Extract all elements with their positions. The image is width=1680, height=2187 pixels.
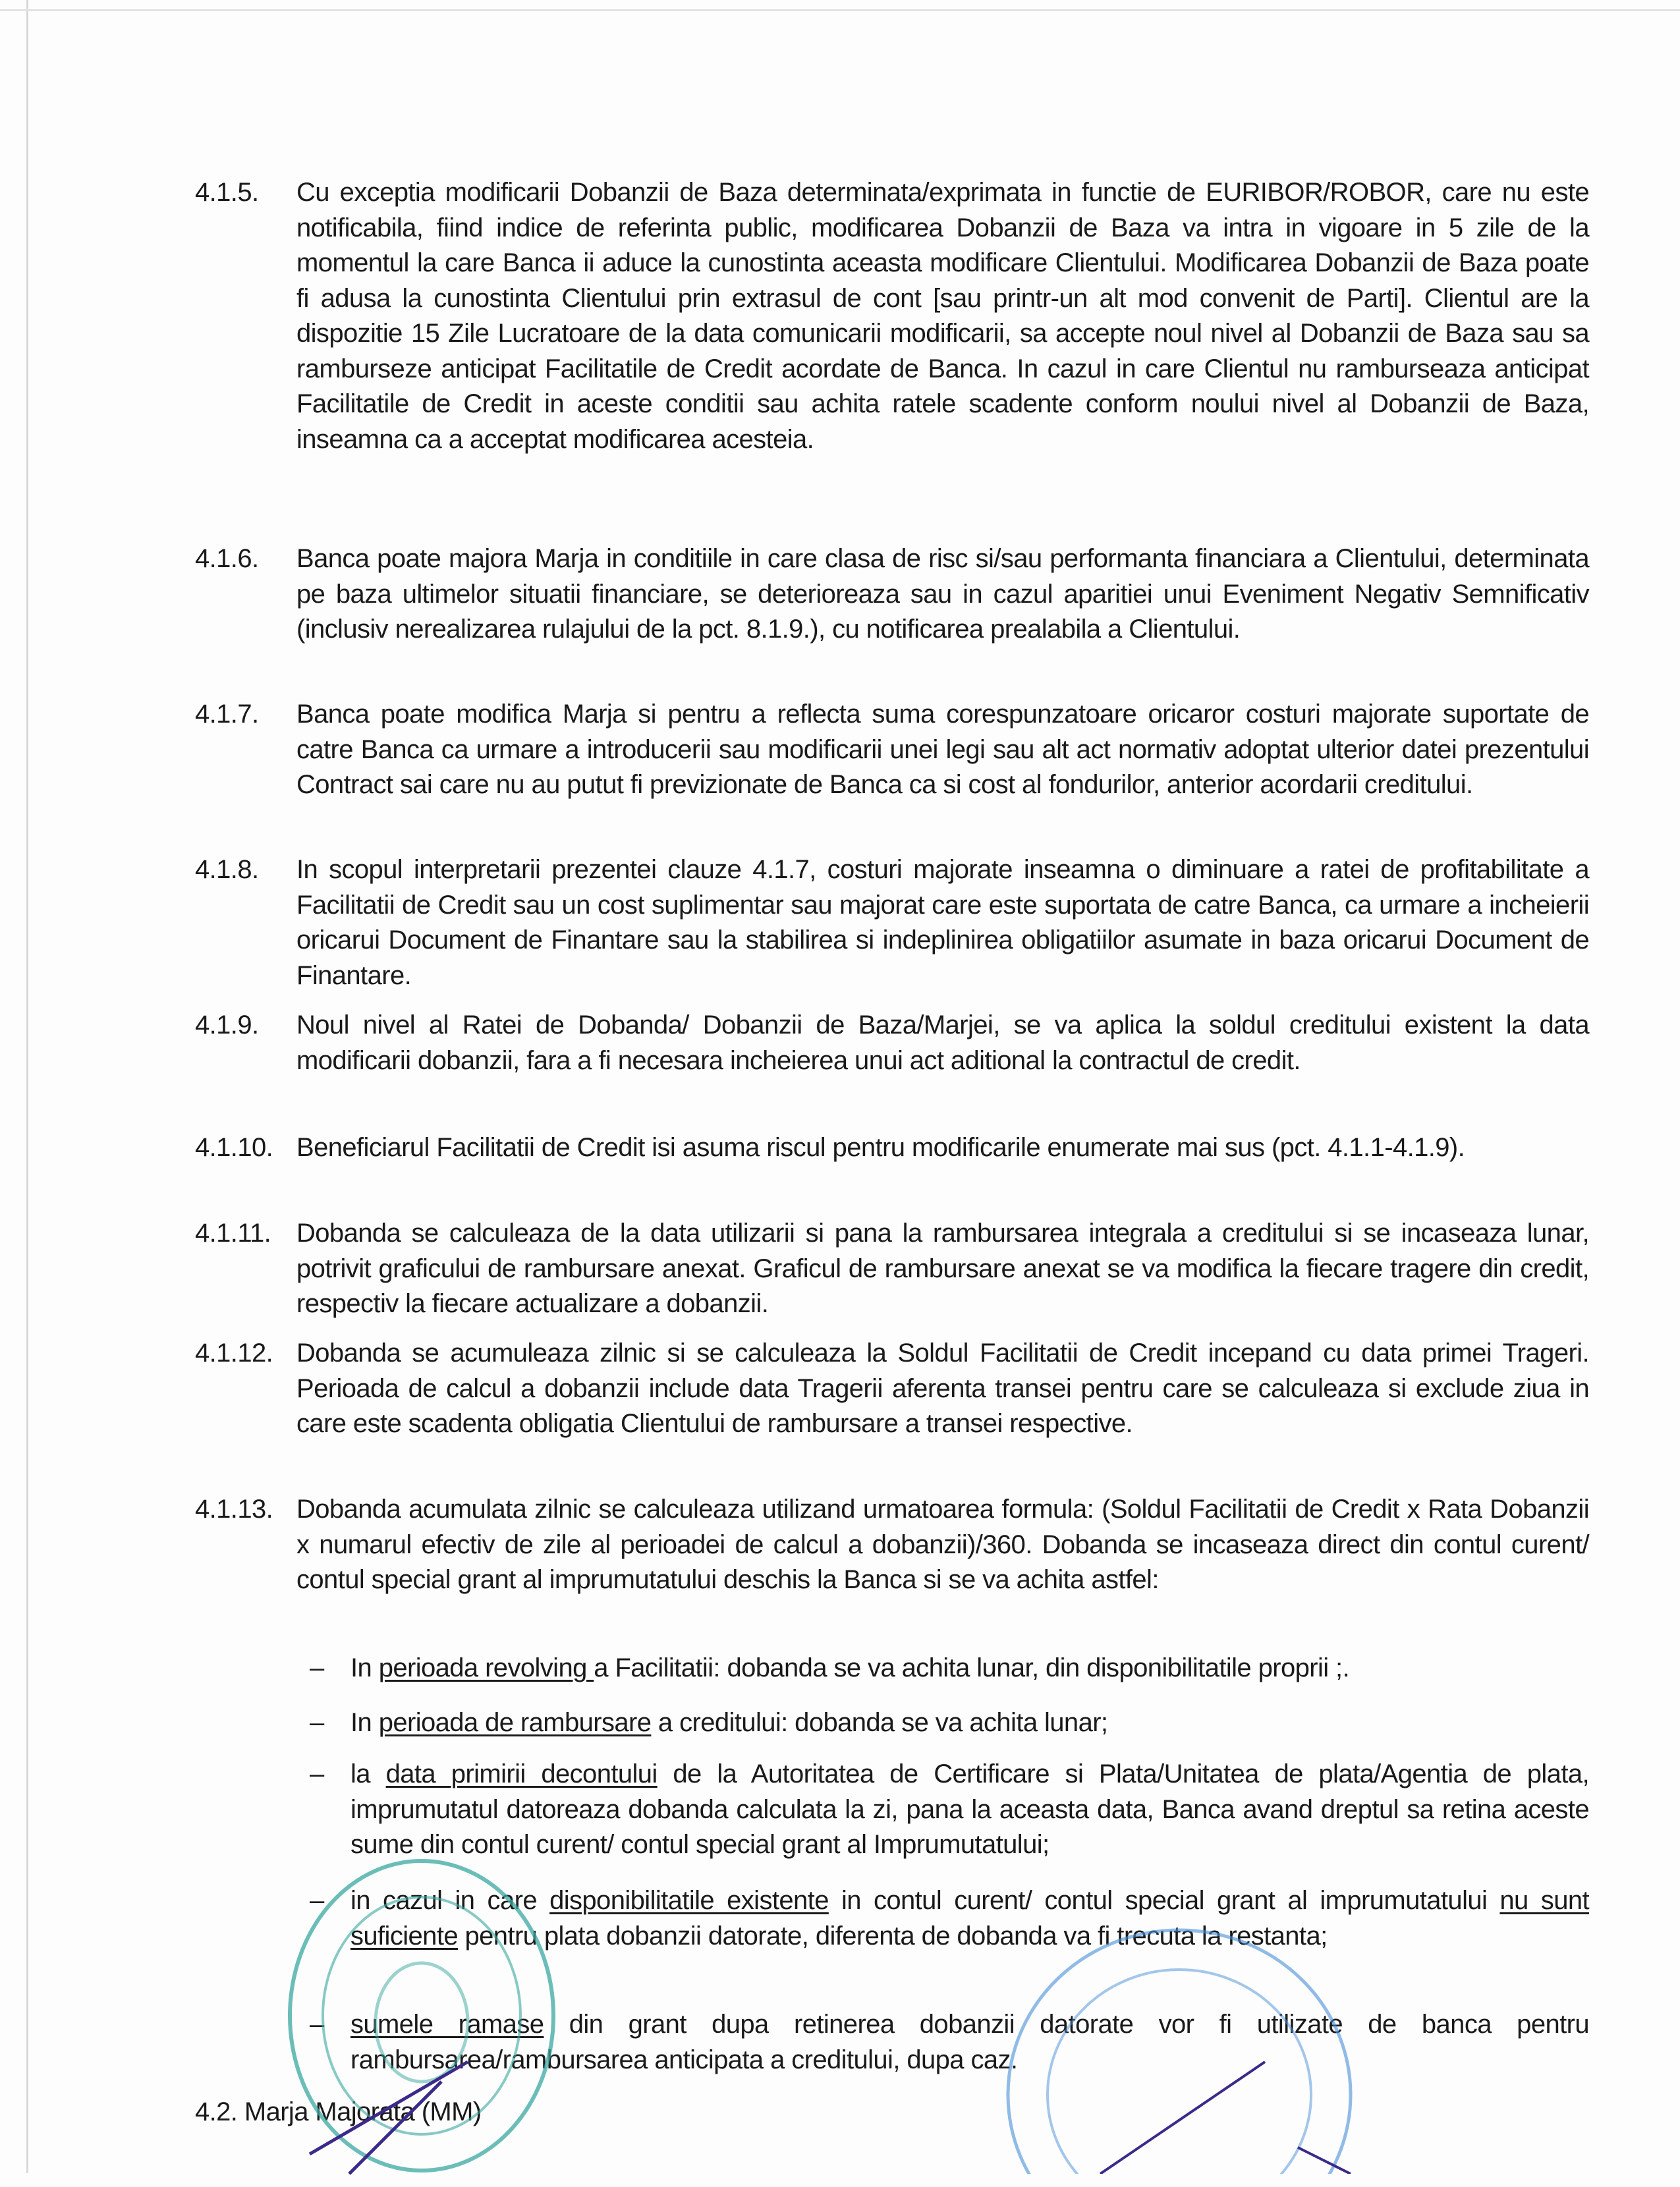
stamp-comuna — [982, 1897, 1377, 2174]
underlined-term: disponibilitatile existente — [549, 1886, 829, 1915]
dash-marker: – — [310, 1886, 324, 1915]
dash-marker: – — [310, 1759, 324, 1788]
bullet-text: pentru plata dobanzii datorate, diferenta de dobanda va fi trecuta la restanta; — [458, 1921, 1328, 1951]
clause-number: 4.1.12. — [195, 1339, 273, 1368]
bullet-text: la — [350, 1759, 386, 1788]
section-number: 4.2. — [195, 2097, 238, 2126]
bullet-text: in contul curent/ contul special grant al imprumutatului — [828, 1886, 1500, 1915]
bullet-text: de la Autoritatea de Certificare si Plata/Unitatea de plata/Agentia de plata, imprumutatul datoreaza dobanda calculata la zi, pana la aceasta data, Banca avand dreptul sa retina aceste sume din contul curent/ contul special grant al Imprumutatului; — [350, 1759, 1590, 1859]
bullet-item — [310, 1705, 1589, 1741]
clause-4-1-12 — [195, 1336, 1589, 1442]
clause-number: 4.1.7. — [195, 700, 259, 729]
bullet-text: a creditului: dobanda se va achita lunar; — [651, 1708, 1108, 1737]
clause-text: Dobanda acumulata zilnic se calculeaza utilizand urmatoarea formula: (Soldul Facilitatii de Credit x Rata Dobanzii x numarul efectiv de zile al perioadei de calcul a dobanzii)/360. Dobanda se incaseaza direct din contul curent/ contul special grant al imprumutatului deschis la Banca si se va achita astfel: — [296, 1495, 1589, 1594]
clause-text: In scopul interpretarii prezentei clauze 4.1.7, costuri majorate inseamna o diminuare a ratei de profitabilitate a Facilitatii de Credit sau un cost suplimentar sau majorat care este suportata de catre Banca, ca urmare a incheierii oricarui Document de Finantare sau la stabilirea si indeplinirea obligatiilor asumate in baza oricarui Document de Finantare. — [296, 855, 1589, 990]
bullet-text: In — [350, 1708, 379, 1737]
bullet-text: din grant dupa retinerea dobanzii datorate vor fi utilizate de banca pentru rambursarea/rambursarea anticipata a creditului, dupa caz. — [350, 2010, 1589, 2074]
dash-marker: – — [310, 1708, 324, 1737]
clause-number: 4.1.13. — [195, 1495, 273, 1524]
dash-marker: – — [310, 1653, 324, 1682]
clause-number: 4.1.10. — [195, 1133, 273, 1162]
clause-text: Beneficiarul Facilitatii de Credit isi asuma riscul pentru modificarile enumerate mai sus (pct. 4.1.1-4.1.9). — [296, 1133, 1465, 1162]
underlined-term: sumele ramase — [350, 2010, 544, 2039]
underlined-term: data primirii decontului — [385, 1759, 658, 1788]
dash-marker: – — [310, 2010, 324, 2039]
scan-edge-left — [26, 0, 28, 2173]
clause-number: 4.1.11. — [195, 1219, 271, 1248]
section-title: Marja Majorata (MM) — [244, 2097, 482, 2126]
bullet-text: In — [350, 1653, 379, 1682]
clause-4-1-10 — [195, 1130, 1589, 1166]
clause-number: 4.1.9. — [195, 1010, 259, 1039]
bullet-text: in cazul in care — [350, 1886, 550, 1915]
clause-4-1-5 — [195, 175, 1589, 457]
clause-number: 4.1.6. — [195, 544, 259, 573]
clause-text: Dobanda se calculeaza de la data utilizarii si pana la rambursarea integrala a creditului si se incaseaza lunar, potrivit graficului de rambursare anexat. Graficul de rambursare anexat se va modifica la fiecare tragere din credit, respectiv la fiecare actualizare a dobanzii. — [296, 1219, 1589, 1318]
clause-4-1-13 — [195, 1492, 1589, 1598]
underlined-term: perioada revolving — [378, 1653, 594, 1682]
stamp-agentia — [270, 1844, 573, 2187]
clause-4-1-9 — [195, 1008, 1589, 1078]
clause-4-1-8 — [195, 852, 1589, 993]
scan-edge-top — [0, 9, 1680, 11]
clause-text: Banca poate modifica Marja si pentru a reflecta suma corespunzatoare oricaror costuri majorate suportate de catre Banca ca urmare a introducerii sau modificarii unei legi sau alt act normativ adoptat ulterior datei prezentului Contract sai care nu au putut fi previzionate de Banca ca si cost al fondurilor, anterior acordarii creditului. — [296, 700, 1589, 799]
clause-4-1-11 — [195, 1216, 1589, 1322]
clause-4-1-6 — [195, 541, 1589, 648]
clause-text: Dobanda se acumuleaza zilnic si se calculeaza la Soldul Facilitatii de Credit incepand cu data primei Trageri. Perioada de calcul a dobanzii include data Tragerii aferenta transei pentru care se calculeaza si exclude ziua in care este scadenta obligatia Clientului de rambursare a transei respective. — [296, 1339, 1589, 1438]
bullet-item — [310, 1651, 1589, 1686]
clause-number: 4.1.8. — [195, 855, 259, 884]
underlined-term: perioada de rambursare — [378, 1708, 652, 1737]
clause-text: Cu exceptia modificarii Dobanzii de Baza determinata/exprimata in functie de EURIBOR/ROBOR, care nu este notificabila, fiind indice de referinta public, modificarea Dobanzii de Baza va intra in vigoare in 5 zile de la momentul la care Banca ii aduce la cunostinta aceasta modificare Clientului. Modificarea Dobanzii de Baza poate fi adusa la cunostinta Clientului prin extrasul de cont [sau printr-un alt mod convenit de Parti]. Clientul are la dispozitie 15 Zile Lucratoare de la data comunicarii modificarii, sa accepte noul nivel al Dobanzii de Baza sau sa ramburseze anticipat Facilitatile de Credit acordate de Banca. In cazul in care Clientul nu ramburseaza anticipat Facilitatile de Credit in aceste conditii sau achita ratele scadente conform noului nivel al Dobanzii de Baza, inseamna ca a acceptat modificarea acesteia. — [296, 178, 1589, 454]
clause-4-1-7 — [195, 697, 1589, 803]
underlined-term: nu sunt suficiente — [350, 1886, 1590, 1951]
clause-number: 4.1.5. — [195, 178, 259, 207]
clause-text: Banca poate majora Marja in conditiile in care clasa de risc si/sau performanta financiara a Clientului, determinata pe baza ultimelor situatii financiare, se deterioreaza sau in cazul aparitiei unui Eveniment Negativ Semnificativ (inclusiv nerealizarea rulajului de la pct. 8.1.9.), cu notificarea prealabila a Clientului. — [296, 544, 1589, 644]
clause-text: Noul nivel al Ratei de Dobanda/ Dobanzii de Baza/Marjei, se va aplica la soldul creditului existent la data modificarii dobanzii, fara a fi necesara incheierea unui act aditional la contractul de credit. — [296, 1010, 1589, 1075]
bullet-text: a Facilitatii: dobanda se va achita lunar, din disponibilitatile proprii ;. — [594, 1653, 1350, 1682]
